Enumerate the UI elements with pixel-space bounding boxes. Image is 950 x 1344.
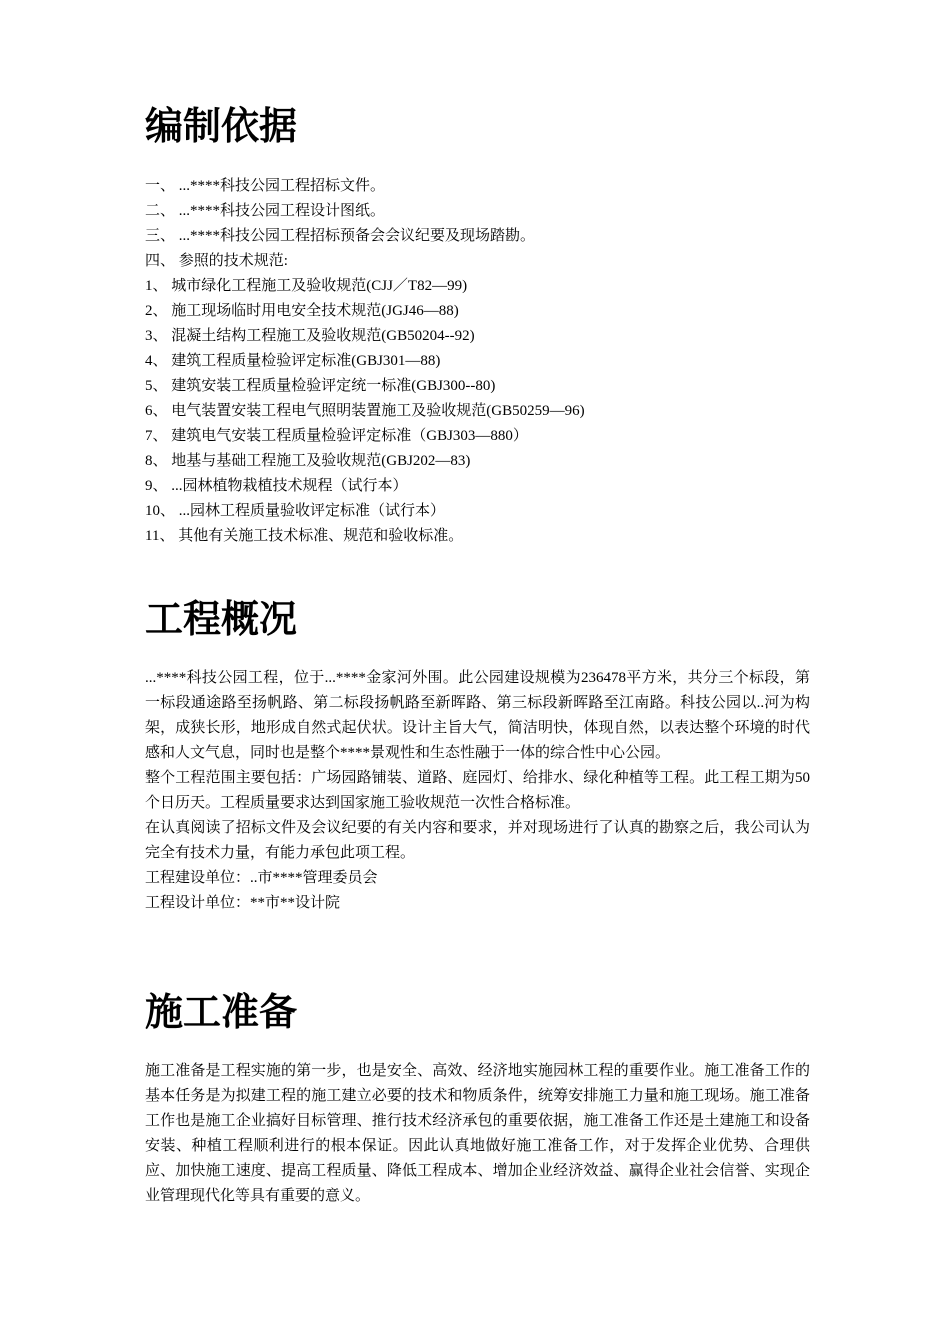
list-item: 3、 混凝土结构工程施工及验收规范(GB50204--92) <box>145 328 475 344</box>
list-item: 9、 ...园林植物栽植技术规程（试行本） <box>145 478 408 494</box>
list-item: 8、 地基与基础工程施工及验收规范(GBJ202—83) <box>145 453 471 469</box>
list-item: 4、 建筑工程质量检验评定标准(GBJ301—88) <box>145 353 441 369</box>
section-heading-basis: 编制依据 <box>145 104 298 148</box>
list-item: 一、 ...****科技公园工程招标文件。 <box>145 178 386 194</box>
list-item: 二、 ...****科技公园工程设计图纸。 <box>145 203 386 219</box>
list-item: 5、 建筑安装工程质量检验评定统一标准(GBJ300--80) <box>145 378 496 394</box>
list-item: 10、 ...园林工程质量验收评定标准（试行本） <box>145 503 446 519</box>
preparation-paragraph: 施工准备是工程实施的第一步，也是安全、高效、经济地实施园林工程的重要作业。施工准备工作的基本任务是为拟建工程的施工建立必要的技术和物质条件，统筹安排施工力量和施工现场。施工准备工作也是施工企业搞好目标管理、推行技术经济承包的重要依据，施工准备工作还是土建施工和设备安装、种植工程顺利进行的根本保证。因此认真地做好施工准备工作，对于发挥企业优势、合理供应、加快施工速度、提高工程质量、降低工程成本、增加企业经济效益、赢得企业社会信誉、实现企业管理现代化等具有重要的意义。 <box>145 1063 810 1204</box>
construction-unit: 工程建设单位：..市****管理委员会 <box>145 870 378 886</box>
list-item: 四、 参照的技术规范: <box>145 253 288 269</box>
section-heading-preparation: 施工准备 <box>145 990 298 1034</box>
list-item: 6、 电气装置安装工程电气照明装置施工及验收规范(GB50259—96) <box>145 403 585 419</box>
preparation-body <box>145 1059 810 1209</box>
overview-paragraph: 整个工程范围主要包括：广场园路铺装、道路、庭园灯、给排水、绿化种植等工程。此工程工期为50个日历天。工程质量要求达到国家施工验收规范一次性合格标准。 <box>145 770 810 811</box>
design-unit: 工程设计单位：**市**设计院 <box>145 895 341 911</box>
list-item: 7、 建筑电气安装工程质量检验评定标准（GBJ303—880） <box>145 428 528 444</box>
section-heading-overview: 工程概况 <box>145 597 298 641</box>
overview-body <box>145 666 810 916</box>
list-item: 2、 施工现场临时用电安全技术规范(JGJ46—88) <box>145 303 459 319</box>
list-item: 1、 城市绿化工程施工及验收规范(CJJ／T82—99) <box>145 278 468 294</box>
overview-paragraph: ...****科技公园工程，位于...****金家河外围。此公园建设规模为236478平方米，共分三个标段，第一标段通途路至扬帆路、第二标段扬帆路至新晖路、第三标段新晖路至江南路。科技公园以..河为构架，成狭长形，地形成自然式起伏状。设计主旨大气，简洁明快，体现自然，以表达整个环境的时代感和人文气息，同时也是整个****景观性和生态性融于一体的综合性中心公园。 <box>145 670 810 761</box>
overview-paragraph: 在认真阅读了招标文件及会议纪要的有关内容和要求，并对现场进行了认真的勘察之后，我公司认为完全有技术力量，有能力承包此项工程。 <box>145 820 810 861</box>
basis-list <box>145 174 810 549</box>
list-item: 11、 其他有关施工技术标准、规范和验收标准。 <box>145 528 464 544</box>
list-item: 三、 ...****科技公园工程招标预备会会议纪要及现场踏勘。 <box>145 228 536 244</box>
